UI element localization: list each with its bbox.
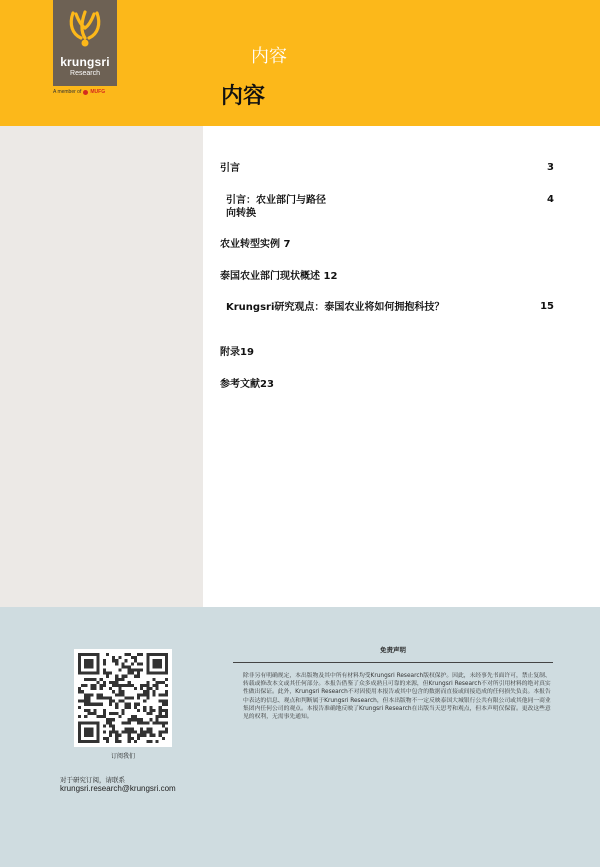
toc-item-overview[interactable]: 泰国农业部门现状概述 12 [220, 271, 338, 282]
member-line [53, 89, 105, 95]
disclaimer-text: 除非另有明确规定，本出版物及其中所有材料均受Krungsri Research版权保护。因此，未经事先书面许可，禁止复制、转载或修改本文或其任何部分。本报告借鉴了众多成熟且可靠的来源，但Krungsri Research不对所引用材料的绝对真实性做出保证。此外，Krungsri Research不对因使用本报告或其中包含的数据而直接或间接造成的任何损失负责。本报告中表达的信息、观点和判断属于Krungsri Research，但本出版物不一定反映泰国大城银行公共有限公司或其他同一商业集团内任何公司的观点。本报告准确地反映了Krungsri Research在出版当天思考和观点，但本声明仅保留。更改这些意见的权利，无需事先通知。 [243, 673, 551, 721]
toc-item-transition-line1: 引言：农业部门与路径 [226, 195, 326, 206]
qr-code-icon [78, 653, 168, 743]
toc-page-transition: 4 [547, 194, 554, 205]
disclaimer-title: 免责声明 [380, 646, 406, 654]
logo-wordmark: krungsri [60, 55, 110, 69]
disclaimer-divider [233, 662, 553, 663]
contact-email[interactable]: krungsri.research@krungsri.com [60, 784, 176, 793]
qr-code[interactable] [74, 649, 172, 747]
header-subtitle: 内容 [251, 46, 287, 67]
member-group: MUFG [90, 89, 106, 95]
krungsri-logo[interactable] [53, 0, 117, 86]
member-prefix: A member of [53, 89, 82, 95]
toc-item-viewpoint[interactable]: Krungsri研究观点：泰国农业将如何拥抱科技？ [226, 302, 445, 313]
toc-item-intro[interactable]: 引言 [220, 163, 240, 174]
toc-page-viewpoint: 15 [540, 301, 554, 312]
qr-caption: 订阅我们 [110, 753, 135, 760]
toc-item-transition-line2: 向转换 [226, 208, 256, 219]
toc-item-references[interactable]: 参考文献23 [220, 379, 274, 390]
footer [0, 607, 600, 867]
logo-subtitle: Research [70, 70, 100, 77]
left-panel [0, 126, 203, 607]
toc-item-transition[interactable] [226, 194, 326, 220]
toc-item-appendix[interactable]: 附录19 [220, 347, 254, 358]
contact-label: 对于研究订阅，请联系 [60, 776, 125, 784]
krungsri-logo-icon [66, 8, 104, 50]
toc-item-examples[interactable]: 农业转型实例 7 [220, 239, 291, 250]
page-title: 内容 [221, 84, 266, 109]
mufg-icon [83, 90, 88, 95]
header-band [0, 0, 600, 126]
toc-page-intro: 3 [547, 162, 554, 173]
